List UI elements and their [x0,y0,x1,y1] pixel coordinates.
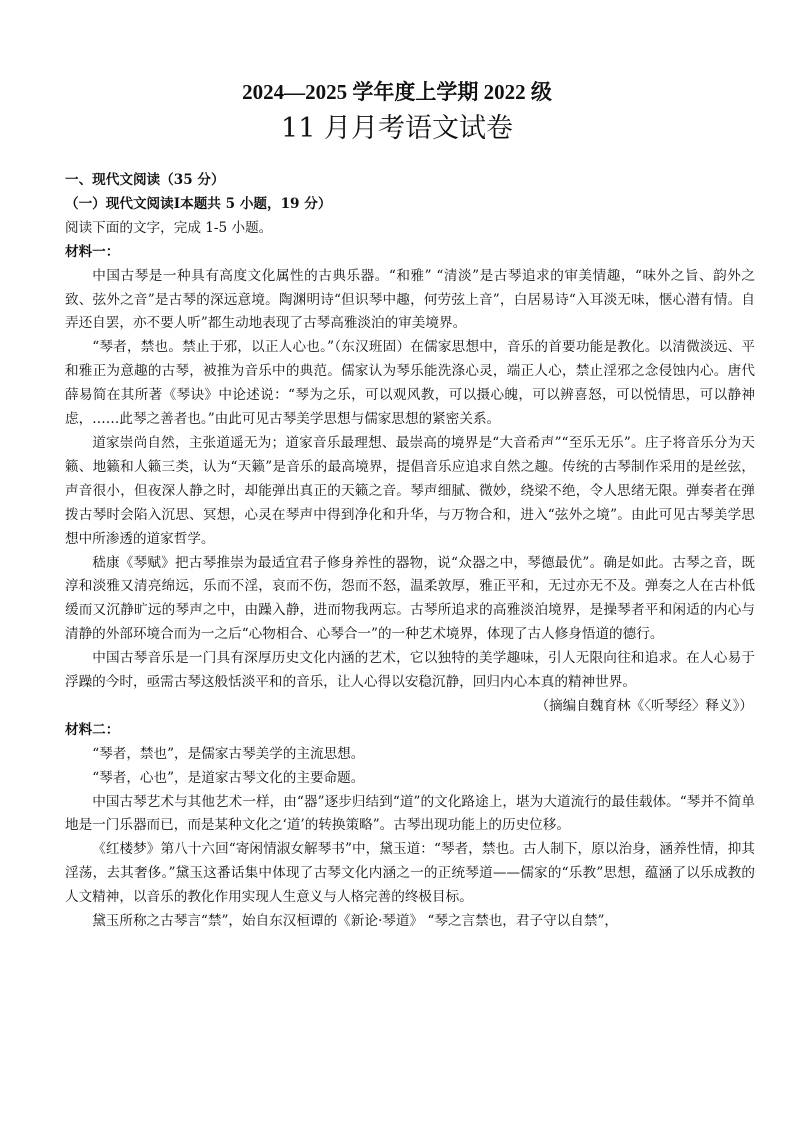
material1-paragraph: 中国古琴音乐是一门具有深厚历史文化内涵的艺术，它以独特的美学趣味，引人无限向往和追求。在人心易于浮躁的今时，亟需古琴这般恬淡平和的音乐，让人心得以安稳沉静，回归内心本真的精神世界。 [65,650,755,691]
material1-label: 材料一： [65,243,120,260]
reading-instruction: 阅读下面的文字，完成 1-5 小题。 [65,219,273,236]
material1-paragraph: 中国古琴是一种具有高度文化属性的古典乐器。“和雅” “清淡”是古琴追求的审美情趣，“味外之旨、韵外之致、弦外之音”是古琴的深远意境。陶渊明诗“但识琴中趣，何劳弦上音”，白居易诗“入耳淡无味，惬心潜有情。自弄还自罢，亦不要人听”都生动地表现了古琴高雅淡泊的审美境界。 [65,267,755,332]
exam-title: 11 月月考语文试卷 [281,113,513,144]
material2-paragraph: 中国古琴艺术与其他艺术一样，由“器”逐步归结到“道”的文化路途上，堪为大道流行的最佳载体。“琴并不简单地是一门乐器而已，而是某种文化之‘道’的转换策略”。古琴出现功能上的历史位移。 [65,793,755,834]
material1-paragraph: 道家崇尚自然，主张道遥无为；道家音乐最理想、最崇高的境界是“大音希声”“至乐无乐”。庄子将音乐分为天籁、地籁和人籁三类，认为“天籁”是音乐的最高境界，提倡音乐应追求自然之趣。传统的古琴制作采用的是丝弦，声音很小，但夜深人静之时，却能弹出真正的天籁之音。琴声细腻、微妙，绕梁不绝，令人思绪无限。弹奏者在弹拨古琴时会陷入沉思、冥想，心灵在琴声中得到净化和升华，与万物合和，进入“弦外之境”。由此可见古琴美学思想中所渗透的道家哲学。 [65,434,755,547]
material1-paragraph: 嵇康《琴赋》把古琴推崇为最适宜君子修身养性的器物，说“众器之中，琴德最优”。确是如此。古琴之音，既淳和淡雅又清亮绵远，乐而不淫，哀而不伤，怨而不怒，温柔敦厚，雅正平和，无过亦无不及。弹奏之人在古朴低缓而又沉静旷远的琴声之中，由躁入静，进而物我两忘。古琴所追求的高雅淡泊境界，是操琴者平和闲适的内心与清静的外部环境合而为一之后“心物相合、心琴合一”的一种艺术境界，体现了古人修身悟道的德行。 [65,554,755,643]
material2-paragraph: “琴者，心也”，是道家古琴文化的主要命题。 [92,769,365,786]
section-heading: 一、现代文阅读（35 分） [65,172,225,188]
material1-paragraph: “琴者，禁也。禁止于邪，以正人心也。”（东汉班固）在儒家思想中，音乐的首要功能是教化。以清微淡远、平和雅正为意趣的古琴，被推为音乐中的典范。儒家认为琴乐能洗涤心灵，端正人心，禁止淫邪之念侵蚀内心。唐代薛易简在其所著《琴诀》中论述说：“琴为之乐，可以观风教，可以摄心魄，可以辨喜怒，可以悦情思，可以静神虑，……此琴之善者也。”由此可见古琴美学思想与儒家思想的紧密关系。 [65,339,755,428]
subsection-heading: （一）现代文阅读Ⅰ本题共 5 小题，19 分） [65,195,332,212]
material2-paragraph: 黛玉所称之古琴言“禁”，始自东汉桓谭的《新论·琴道》 “琴之言禁也，君子守以自禁”， [92,913,619,930]
exam-content [65,169,755,934]
material2-label: 材料二： [65,721,120,738]
material2-paragraph: 《红楼梦》第八十六回“寄闲情淑女解琴书”中，黛玉道：“琴者，禁也。古人制下，原以治身，涵养性情，抑其淫荡，去其奢侈。”黛玉这番话集中体现了古琴文化内涵之一的正统琴道——儒家的“乐教”思想，蕴涵了以乐成教的人文精神，以音乐的教化作用实现人生意义与人格完善的终极目标。 [65,841,755,906]
material2-paragraph: “琴者，禁也”，是儒家古琴美学的主流思想。 [92,745,365,762]
material1-source: （摘编自魏育林《〈听琴经〉释义》） [535,697,753,714]
exam-header-line1: 2024—2025 学年度上学期 2022 级 [242,80,552,104]
